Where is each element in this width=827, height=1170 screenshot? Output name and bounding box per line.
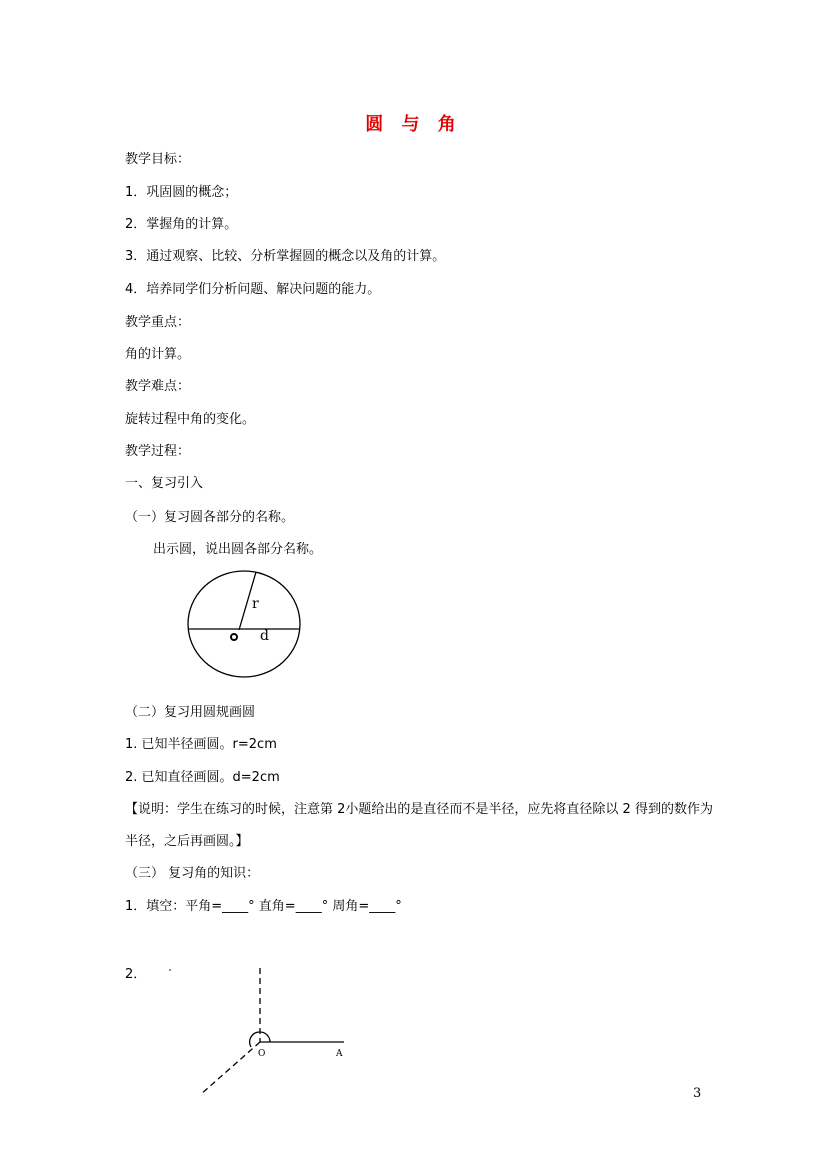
stray-dot [169, 969, 171, 971]
center-point [231, 634, 237, 640]
rotation-angle-diagram [160, 960, 360, 1100]
objective-item-4: 4．培养同学们分析问题、解决问题的能力。 [125, 282, 381, 297]
section-heading-objectives: 教学目标： [125, 152, 191, 167]
section-heading-process: 教学过程： [125, 444, 191, 459]
subsection-1: （一）复习圆各部分的名称。 [125, 510, 295, 525]
circle-diagram [180, 568, 310, 683]
subsection-2: （二）复习用圆规画圆 [125, 705, 256, 720]
compass-task-1: 1. 已知半径画圆。r=2cm [125, 737, 277, 752]
section-heading-difficulties: 教学难点： [125, 379, 191, 394]
compass-task-2: 2. 已知直径画圆。d=2cm [125, 770, 280, 785]
key-point-text: 角的计算。 [125, 347, 191, 362]
objective-item-1: 1．巩固圆的概念； [125, 185, 238, 200]
fill-in-blank-question: 1．填空：平角=____° 直角=____° 周角=____° [125, 899, 402, 914]
objective-item-2: 2．掌握角的计算。 [125, 217, 238, 232]
page-title: 圆 与 角 [365, 114, 462, 135]
subsection-3: （三） 复习角的知识： [125, 866, 260, 881]
diameter-label: d [260, 628, 269, 644]
radius-label: r [252, 596, 259, 612]
circle-outline [188, 571, 300, 677]
point-label-a: A [336, 1049, 343, 1059]
teaching-note: 【说明：学生在练习的时候，注意第 2小题给出的是直径而不是半径，应先将直径除以 2 得到的数作为半径，之后再画圆。】 [125, 802, 713, 849]
objective-item-3: 3．通过观察、比较、分析掌握圆的概念以及角的计算。 [125, 249, 446, 264]
subsection-1-instruction: 出示圆，说出圆各部分名称。 [153, 542, 323, 557]
question-2-label: 2． [125, 967, 147, 982]
process-step-1: 一、复习引入 [125, 476, 204, 491]
diagonal-dashed-ray [200, 1042, 260, 1095]
page-number: 3 [693, 1086, 702, 1101]
difficulty-text: 旋转过程中角的变化。 [125, 412, 256, 427]
section-heading-key-points: 教学重点： [125, 315, 191, 330]
vertex-label-o: O [258, 1049, 266, 1059]
